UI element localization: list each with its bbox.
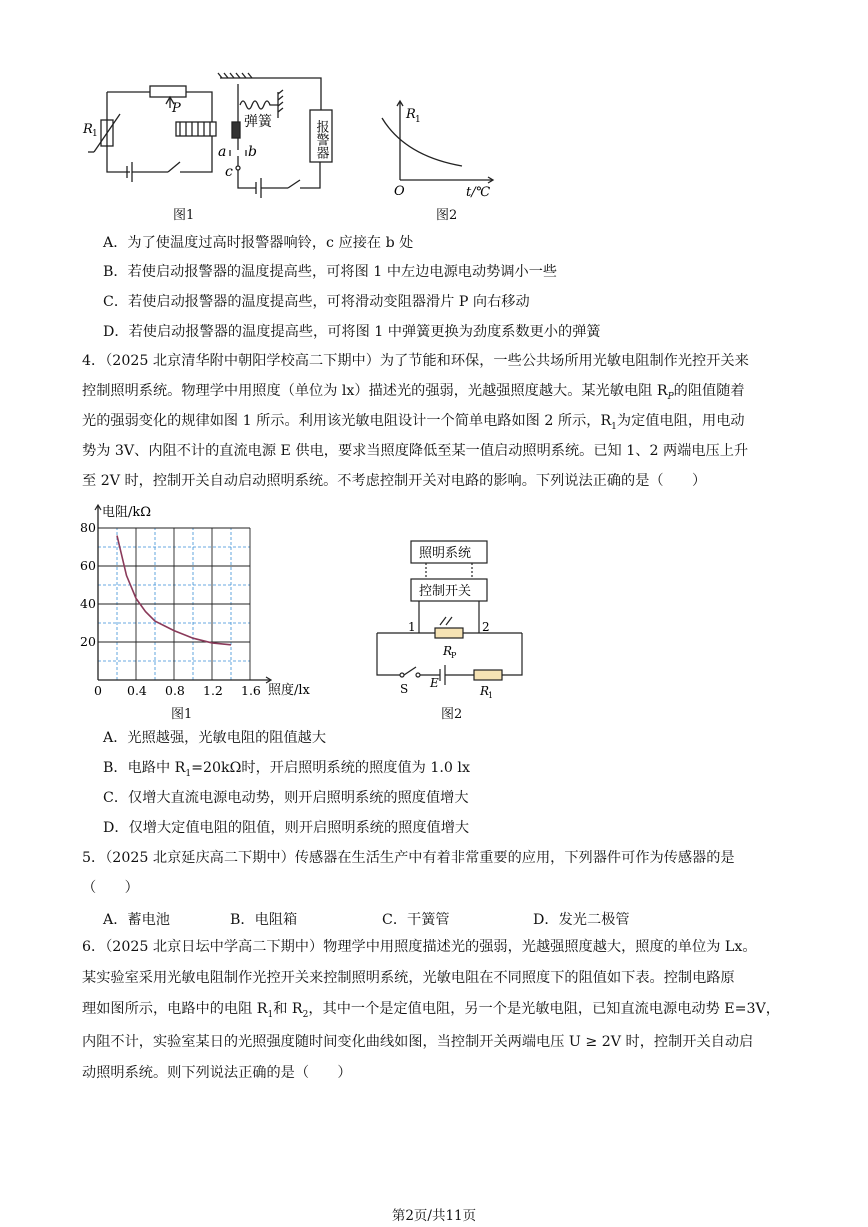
q4-fig2-lighting: 照明系统 [419,546,472,561]
q3-graph-figure [370,98,500,198]
q4-chart-ylabel: 电阻/kΩ [102,505,152,520]
q5-option-c: C．干簧管 [382,912,450,928]
q4-stem-line3: 光的强弱变化的规律如图 1 所示。利用该光敏电阻设计一个简单电路如图 2 所示，$R_1$为定值电阻，用电动 [82,413,745,432]
q3-fig2-caption: 图2 [436,208,458,223]
q4-fig1-caption: 图1 [171,707,193,722]
q3-fig2-y-label: R [406,107,416,122]
q5-option-a: A．蓄电池 [103,912,170,928]
q3-fig2-x-label: t/℃ [466,185,491,200]
y-tick-label: 20 [80,634,96,649]
q4-stem-line1: 4．（2025 北京清华附中朝阳学校高二下期中）为了节能和环保，一些公共场所用光敏电阻制作光控开关来 [82,353,749,369]
q4-circuit-figure [370,535,530,705]
q4-resistance-chart [80,500,340,705]
q4-fig2-r1: R [480,684,490,698]
q6-stem-line1: 6．（2025 北京日坛中学高二下期中）物理学中用照度描述光的强弱，光越强照度越大，照度的单位为 Lx。 [82,939,757,955]
q4-chart-xlabel: 照度/lx [268,683,310,698]
x-tick-label: 0 [94,683,102,698]
q5-stem-line1: 5．（2025 北京延庆高二下期中）传感器在生活生产中有着非常重要的应用，下列器件可作为传感器的是 [82,850,735,866]
q5-option-d: D．发光二极管 [533,912,630,928]
x-tick-label: 1.6 [241,683,261,698]
y-tick-label: 80 [80,520,96,535]
q4-stem-line2: 控制照明系统。物理学中用照度（单位为 lx）描述光的强弱，光越强照度越大。某光敏电阻 $R_P$的阻值随着 [82,383,745,402]
x-tick-label: 1.2 [203,683,223,698]
q4-fig2-e: E [430,676,439,690]
q3-option-c: C．若使启动报警器的温度提高些，可将滑动变阻器滑片 P 向右移动 [103,294,530,310]
q4-fig2-rp: R [443,644,453,658]
y-tick-label: 60 [80,558,96,573]
q3-fig1-caption: 图1 [173,208,195,223]
q3-fig2-y-sub: 1 [415,115,421,125]
q3-fig2-origin: O [394,184,405,199]
q4-option-a: A．光照越强，光敏电阻的阻值越大 [103,730,327,746]
q4-fig2-rp-sub: P [451,651,457,660]
x-tick-label: 0.4 [127,683,147,698]
q4-option-b: B．电路中 $R_1=20k\Omega$时，开启照明系统的照度值为 1.0 lx [103,760,470,779]
q3-fig1-a-label: a [218,144,227,160]
q3-fig1-r1-label: R [83,122,93,137]
q4-option-c: C．仅增大直流电源电动势，则开启照明系统的照度值增大 [103,790,469,806]
q4-fig2-r1-sub: 1 [488,691,494,700]
q4-fig2-terminal-1: 1 [408,620,416,634]
q3-fig1-b-label: b [248,144,257,160]
q6-stem-line4: 内阻不计，实验室某日的光照强度随时间变化曲线如图，当控制开关两端电压 U ≥ 2V 时，控制开关自动启 [82,1034,754,1050]
y-tick-label: 40 [80,596,96,611]
q3-fig1-r1-sub: 1 [92,129,98,139]
q3-fig1-spring-label: 弹簧 [244,114,272,130]
q6-stem-line2: 某实验室采用光敏电阻制作光控开关来控制照明系统，光敏电阻在不同照度下的阻值如下表。控制电路原 [82,970,735,986]
page-footer: 第2页/共11页 [391,1208,477,1224]
q3-fig1-alarm-label: 报警器 [313,120,329,159]
q3-option-d: D．若使启动报警器的温度提高些，可将图 1 中弹簧更换为劲度系数更小的弹簧 [103,324,601,340]
q4-fig2-caption: 图2 [441,707,463,722]
q5-option-b: B．电阻箱 [230,912,298,928]
q4-fig2-s: S [400,682,409,696]
q3-option-a: A．为了使温度过高时报警器响铃，c 应接在 b 处 [103,235,414,251]
q4-stem-line4: 势为 3V、内阻不计的直流电源 E 供电，要求当照度降低至某一值启动照明系统。已知 1、2 两端电压上升 [82,443,749,459]
q3-option-b: B．若使启动报警器的温度提高些，可将图 1 中左边电源电动势调小一些 [103,264,558,280]
q4-stem-line5: 至 2V 时，控制开关自动启动照明系统。不考虑控制开关对电路的影响。下列说法正确的是（ ） [82,473,707,489]
q6-stem-line3: 理如图所示，电路中的电阻 $R_1$和 $R_2$，其中一个是定值电阻，另一个是光敏电阻，已知直流电源电动势 E=3V， [82,1001,780,1020]
q4-fig2-terminal-2: 2 [482,620,490,634]
x-tick-label: 0.8 [165,683,185,698]
q4-option-d: D．仅增大定值电阻的阻值，则开启照明系统的照度值增大 [103,820,470,836]
q5-stem-line2: （ ） [82,880,139,896]
q3-circuit-figure [80,70,340,200]
q3-fig1-c-label: c [225,164,233,180]
q6-stem-line5: 动照明系统。则下列说法正确的是（ ） [82,1065,352,1081]
q4-fig2-control: 控制开关 [419,584,472,599]
q3-fig1-p-label: P [172,101,181,116]
